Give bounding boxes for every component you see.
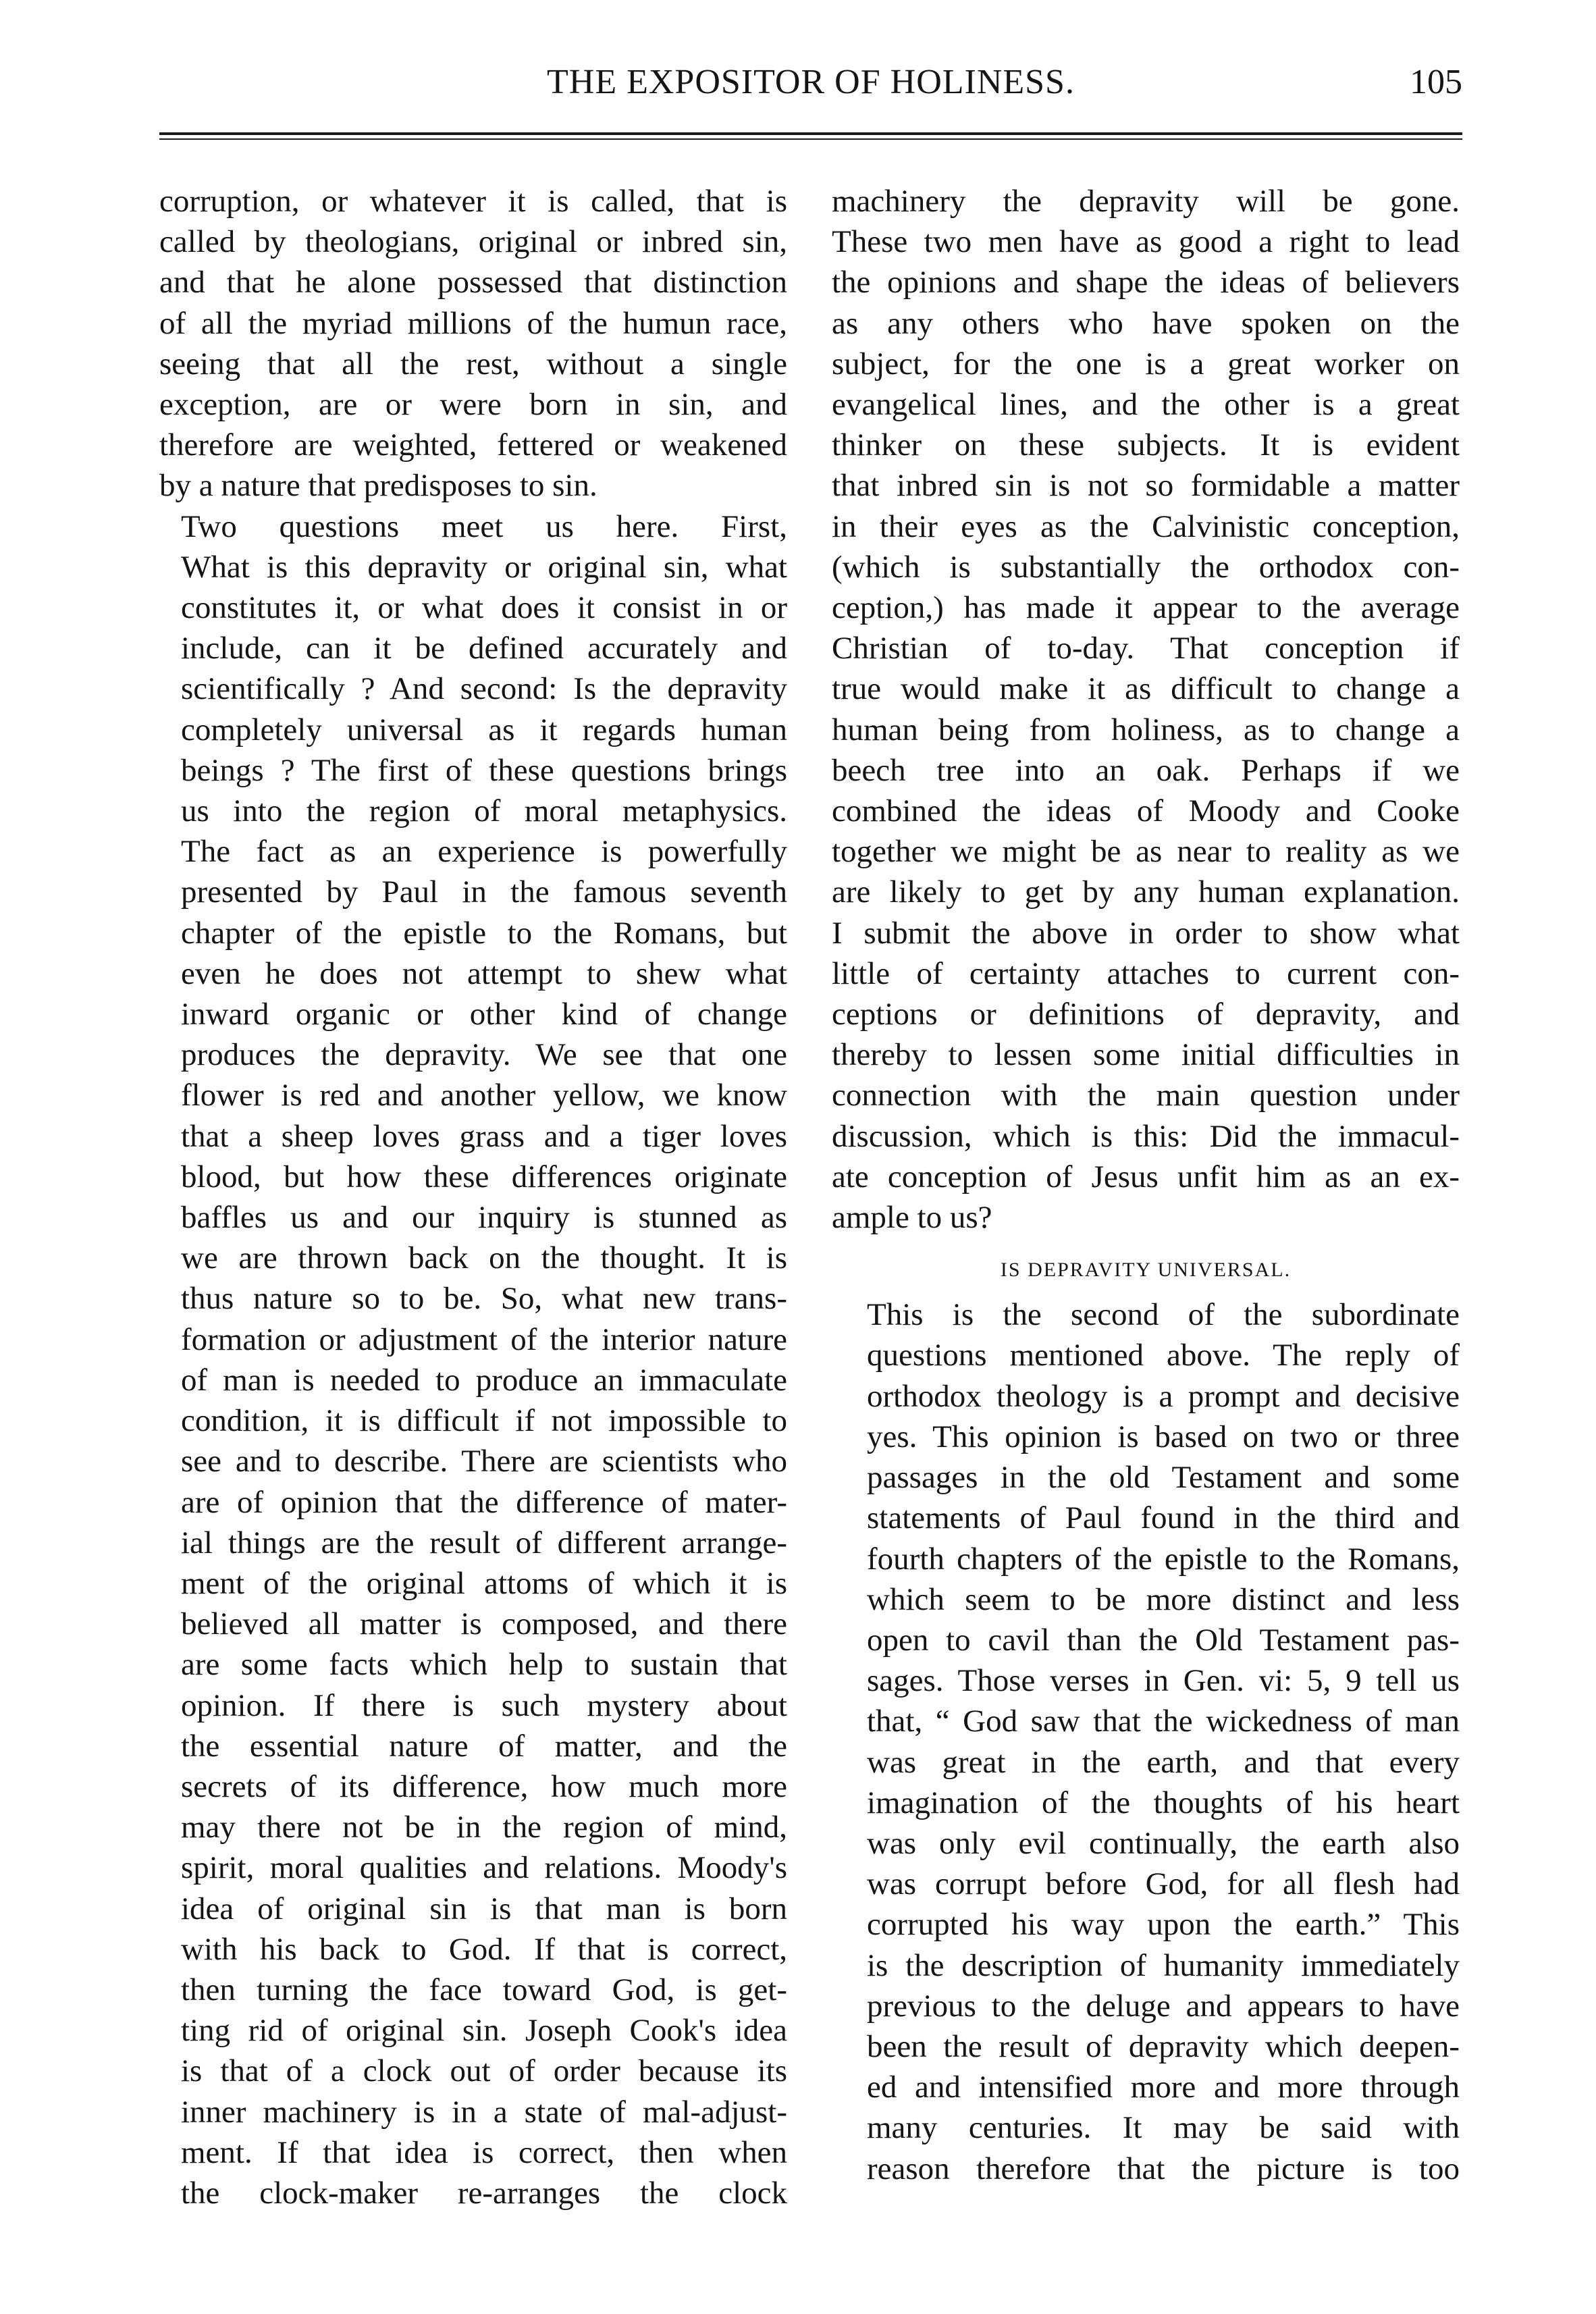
header-rule-thin [159,138,1462,140]
header-rule-thick [159,132,1462,135]
running-title: THE EXPOSITOR OF HOLINESS. [547,63,1075,101]
right-paragraph-1 [832,181,1460,1238]
text-line: may there not be in the region of mind, [181,1810,787,1845]
text-line: subject, for the one is a great worker on [832,346,1460,382]
left-column [159,181,787,2213]
text-line: together we might be as near to reality as we [832,834,1460,870]
text-line: imagination of the thoughts of his heart [867,1785,1460,1820]
text-line: Christian of to-day. That conception if [832,631,1460,666]
text-line: was corrupt before God, for all flesh had [867,1866,1460,1902]
text-line: scientifically ? And second: Is the depravity [181,671,787,707]
text-line: which seem to be more distinct and less [867,1581,1460,1617]
text-line: we are thrown back on the thought. It is [181,1240,787,1276]
text-line: the essential nature of matter, and the [181,1728,787,1764]
text-line: as any others who have spoken on the [832,305,1460,341]
text-line: constitutes it, or what does it consist in or [181,590,787,626]
text-line: seeing that all the rest, without a single [159,346,787,382]
text-line: spirit, moral qualities and relations. Moody's [181,1850,787,1886]
text-line: exception, are or were born in sin, and [159,387,787,423]
text-line: was great in the earth, and that every [867,1744,1460,1780]
text-line: secrets of its difference, how much more [181,1768,787,1804]
text-line: of man is needed to produce an immaculate [181,1362,787,1398]
text-line: corrupted his way upon the earth.” This [867,1907,1460,1943]
left-paragraph-2 [159,506,787,2214]
text-line: thinker on these subjects. It is evident [832,427,1460,463]
text-line: the clock-maker re-arranges the clock [181,2175,787,2211]
text-line: are of opinion that the difference of mater- [181,1484,787,1520]
left-paragraph-1 [159,181,787,506]
page-number: 105 [1410,63,1462,101]
text-line: is that of a clock out of order because its [181,2053,787,2089]
text-line: been the result of depravity which deepen- [867,2028,1460,2064]
page-header [159,57,1462,117]
text-line: condition, it is difficult if not impossible to [181,1403,787,1439]
text-line: passages in the old Testament and some [867,1460,1460,1496]
text-line: the opinions and shape the ideas of believers [832,265,1460,300]
text-line: believed all matter is composed, and there [181,1606,787,1642]
text-line: orthodox theology is a prompt and decisive [867,1378,1460,1414]
text-line: see and to describe. There are scientists who [181,1444,787,1479]
text-line: ed and intensified more and more through [867,2070,1460,2105]
text-line: called by theologians, original or inbred sin, [159,224,787,260]
text-line: questions mentioned above. The reply of [867,1338,1460,1373]
text-line: formation or adjustment of the interior nature [181,1321,787,1357]
right-column [832,181,1460,2189]
text-line: The fact as an experience is powerfully [181,834,787,870]
text-line: fourth chapters of the epistle to the Romans, [867,1541,1460,1577]
text-line: are likely to get by any human explanation. [832,874,1460,910]
text-line: What is this depravity or original sin, what [181,549,787,585]
text-line: human being from holiness, as to change a [832,712,1460,747]
text-line: open to cavil than the Old Testament pas- [867,1622,1460,1658]
text-line: is the description of humanity immediately [867,1947,1460,1983]
text-line: ial things are the result of different arrange- [181,1525,787,1560]
text-line: that inbred sin is not so formidable a matter [832,468,1460,504]
text-line: beech tree into an oak. Perhaps if we [832,752,1460,788]
section-heading: IS DEPRAVITY UNIVERSAL. [1000,1259,1292,1282]
text-line: corruption, or whatever it is called, that is [159,184,787,219]
text-line: statements of Paul found in the third and [867,1500,1460,1536]
text-line: beings ? The first of these questions brings [181,752,787,788]
text-line: These two men have as good a right to lead [832,224,1460,260]
text-line: ting rid of original sin. Joseph Cook's idea [181,2013,787,2049]
text-line: idea of original sin is that man is born [181,1891,787,1926]
text-line: ate conception of Jesus unfit him as an ex- [832,1159,1460,1194]
text-line: even he does not attempt to shew what [181,955,787,991]
text-line: I submit the above in order to show what [832,915,1460,951]
text-line: thus nature so to be. So, what new trans- [181,1281,787,1317]
text-line: baffles us and our inquiry is stunned as [181,1200,787,1236]
text-line: opinion. If there is such mystery about [181,1687,787,1723]
text-line: This is the second of the subordinate [867,1297,1460,1333]
text-line: machinery the depravity will be gone. [832,184,1460,219]
text-line: (which is substantially the orthodox con- [832,549,1460,585]
text-line: flower is red and another yellow, we know [181,1078,787,1113]
text-line: by a nature that predisposes to sin. [159,468,597,504]
text-line: that, “ God saw that the wickedness of man [867,1704,1460,1739]
text-line: ample to us? [832,1200,992,1236]
text-line: presented by Paul in the famous seventh [181,874,787,910]
text-line: inner machinery is in a state of mal-adjust- [181,2094,787,2130]
text-line: that a sheep loves grass and a tiger loves [181,1118,787,1154]
text-line: blood, but how these differences originate [181,1159,787,1194]
text-line: and that he alone possessed that distinction [159,265,787,300]
text-line: then turning the face toward God, is get- [181,1972,787,2007]
right-paragraph-2 [832,1294,1460,2188]
text-line: therefore are weighted, fettered or weakened [159,427,787,463]
text-line: true would make it as difficult to change a [832,671,1460,707]
text-line: many centuries. It may be said with [867,2110,1460,2146]
text-line: sages. Those verses in Gen. vi: 5, 9 tell us [867,1663,1460,1699]
text-line: yes. This opinion is based on two or three [867,1419,1460,1454]
text-line: ment of the original attoms of which it is [181,1565,787,1601]
text-line: include, can it be defined accurately and [181,631,787,666]
text-line: us into the region of moral metaphysics. [181,793,787,829]
text-line: connection with the main question under [832,1078,1460,1113]
text-line: reason therefore that the picture is too [867,2151,1460,2186]
text-line: completely universal as it regards human [181,712,787,747]
text-line: produces the depravity. We see that one [181,1037,787,1073]
text-line: ception,) has made it appear to the average [832,590,1460,626]
text-line: previous to the deluge and appears to have [867,1988,1460,2024]
text-line: discussion, which is this: Did the immacul- [832,1118,1460,1154]
text-line: inward organic or other kind of change [181,997,787,1032]
text-line: of all the myriad millions of the humun race, [159,305,787,341]
text-line: ceptions or definitions of depravity, and [832,997,1460,1032]
text-line: with his back to God. If that is correct, [181,1931,787,1967]
text-line: was only evil continually, the earth also [867,1825,1460,1861]
text-line: in their eyes as the Calvinistic conception, [832,508,1460,544]
text-line: evangelical lines, and the other is a great [832,387,1460,423]
text-line: little of certainty attaches to current con- [832,955,1460,991]
text-line: chapter of the epistle to the Romans, but [181,915,787,951]
text-line: are some facts which help to sustain that [181,1647,787,1683]
text-line: ment. If that idea is correct, then when [181,2134,787,2170]
text-line: Two questions meet us here. First, [181,508,787,544]
text-line: thereby to lessen some initial difficulties in [832,1037,1460,1073]
text-line: combined the ideas of Moody and Cooke [832,793,1460,829]
